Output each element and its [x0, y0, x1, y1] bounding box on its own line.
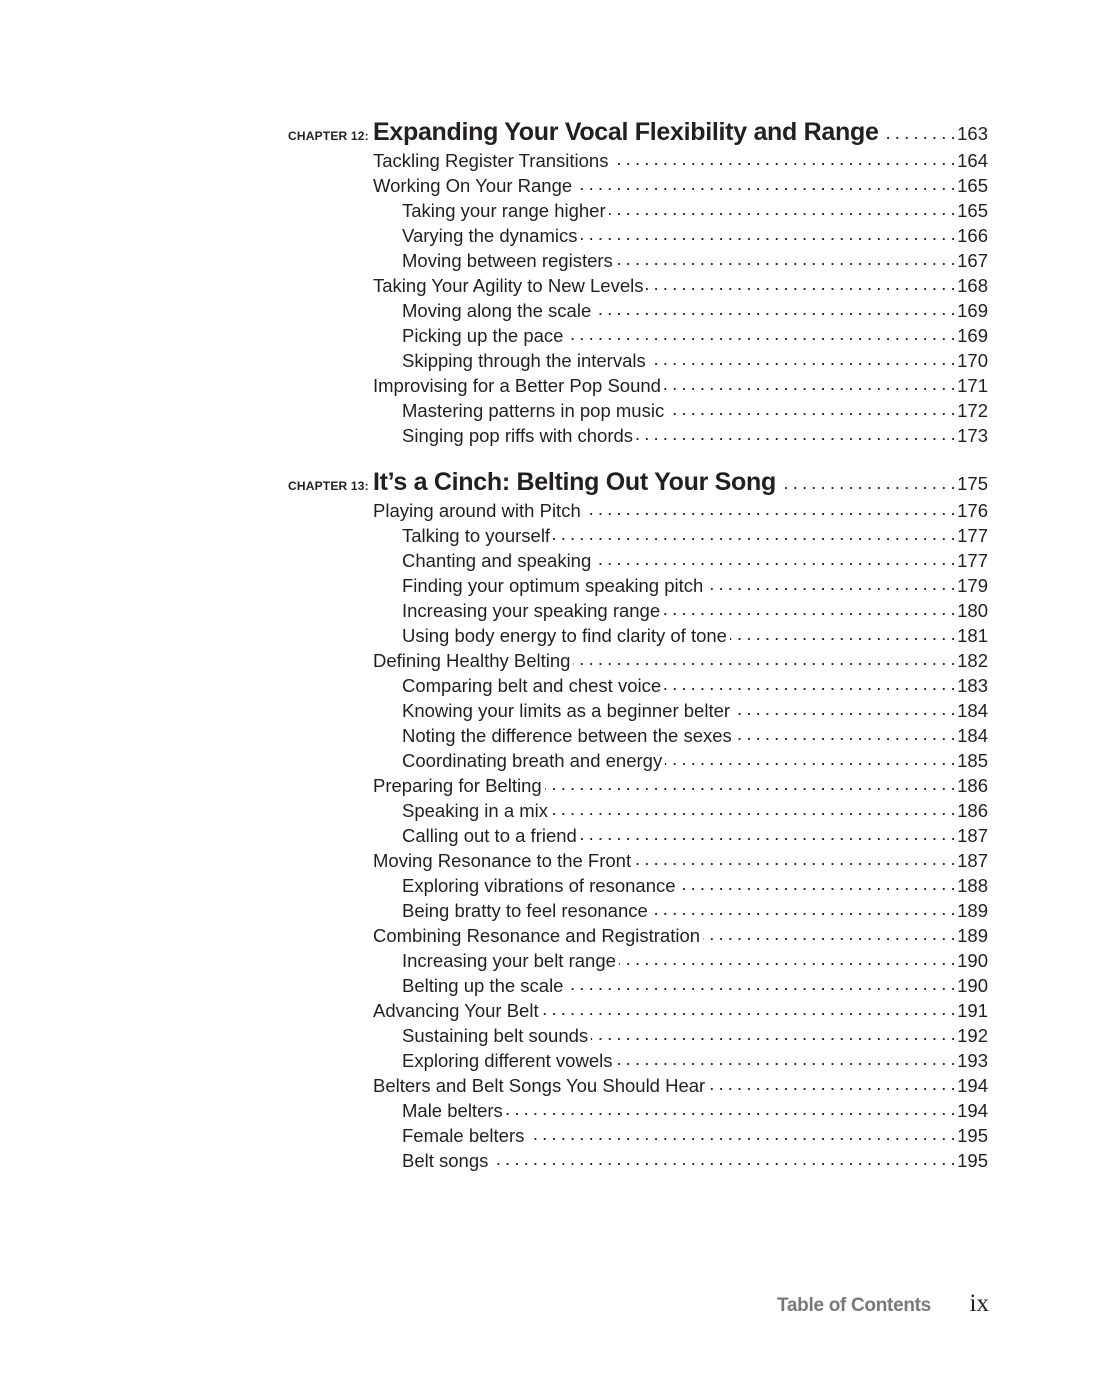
page-number: 194	[957, 1099, 988, 1121]
toc-subsection-entry	[288, 223, 988, 248]
entry-title: Advancing Your Belt	[373, 999, 539, 1021]
dot-leader	[506, 1098, 955, 1117]
entry-title: Varying the dynamics	[402, 224, 578, 246]
page-number: 165	[957, 174, 988, 196]
toc-subsection-entry	[288, 573, 988, 598]
page-number: 183	[957, 674, 988, 696]
entry-title: Picking up the pace	[402, 324, 564, 346]
dot-leader	[706, 573, 955, 592]
toc-subsection-entry	[288, 973, 988, 998]
toc-subsection-entry	[288, 723, 988, 748]
page-number: 188	[957, 874, 988, 896]
entry-title: Working On Your Range	[373, 174, 573, 196]
chapter-label: CHAPTER 13:	[288, 479, 369, 493]
page-number: 195	[957, 1124, 988, 1146]
dot-leader	[594, 298, 955, 317]
toc-subsection-entry	[288, 873, 988, 898]
toc-subsection-entry	[288, 1148, 988, 1173]
entry-title: Being bratty to feel resonance	[402, 899, 648, 921]
dot-leader	[730, 623, 955, 642]
entry-title: Exploring different vowels	[402, 1049, 613, 1071]
dot-leader	[649, 348, 955, 367]
entry-title: Belters and Belt Songs You Should Hear	[373, 1074, 706, 1096]
dot-leader	[581, 223, 956, 242]
entry-title: Moving between registers	[402, 249, 613, 271]
page-number: 169	[957, 299, 988, 321]
entry-title: Improvising for a Better Pop Sound	[373, 374, 661, 396]
toc-subsection-entry	[288, 1048, 988, 1073]
toc-section-entry	[288, 498, 988, 523]
entry-title: Preparing for Belting	[373, 774, 542, 796]
dot-leader	[573, 648, 955, 667]
toc-subsection-entry	[288, 1098, 988, 1123]
dot-leader	[566, 323, 955, 342]
page-number: 193	[957, 1049, 988, 1071]
entry-title: Belt songs	[402, 1149, 489, 1171]
toc-subsection-entry	[288, 598, 988, 623]
dot-leader	[542, 998, 956, 1017]
page-number: 164	[957, 149, 988, 171]
toc-subsection-entry	[288, 1023, 988, 1048]
entry-title: Sustaining belt sounds	[402, 1024, 589, 1046]
page-number: 167	[957, 249, 988, 271]
page-number: ix	[969, 1290, 989, 1317]
toc-section-entry	[288, 648, 988, 673]
entry-title: Combining Resonance and Registration	[373, 924, 701, 946]
dot-leader	[594, 548, 955, 567]
entry-title: Talking to yourself	[402, 524, 551, 546]
dot-leader	[779, 472, 955, 491]
toc-subsection-entry	[288, 423, 988, 448]
page-number: 192	[957, 1024, 988, 1046]
entry-title: Moving along the scale	[402, 299, 592, 321]
dot-leader	[735, 723, 955, 742]
toc-section-entry	[288, 848, 988, 873]
dot-leader	[551, 798, 955, 817]
dot-leader	[646, 273, 955, 292]
chapter-heading	[288, 468, 988, 500]
entry-title: Defining Healthy Belting	[373, 649, 571, 671]
page-number: 185	[957, 749, 988, 771]
chapter-12-section	[288, 118, 988, 448]
page-number: 179	[957, 574, 988, 596]
page-number: 189	[957, 899, 988, 921]
page-number: 187	[957, 849, 988, 871]
toc-subsection-entry	[288, 898, 988, 923]
entry-title: Increasing your belt range	[402, 949, 616, 971]
dot-leader	[651, 898, 955, 917]
entry-title: Belting up the scale	[402, 974, 564, 996]
toc-section-entry	[288, 773, 988, 798]
dot-leader	[708, 1073, 955, 1092]
dot-leader	[575, 173, 955, 192]
chapter-13-section	[288, 468, 988, 1173]
entry-title: Tackling Register Transitions	[373, 149, 609, 171]
entry-title: Female belters	[402, 1124, 525, 1146]
entry-title: Male belters	[402, 1099, 503, 1121]
entry-title: Increasing your speaking range	[402, 599, 661, 621]
dot-leader	[664, 673, 955, 692]
entry-title: Playing around with Pitch	[373, 499, 581, 521]
page-number: 176	[957, 499, 988, 521]
entry-title: Singing pop riffs with chords	[402, 424, 634, 446]
toc-subsection-entry	[288, 798, 988, 823]
toc-subsection-entry	[288, 298, 988, 323]
page-number: 166	[957, 224, 988, 246]
toc-section-entry	[288, 173, 988, 198]
page-number: 177	[957, 549, 988, 571]
running-footer-title: Table of Contents	[777, 1295, 931, 1316]
chapter-heading	[288, 118, 988, 150]
entry-title: Mastering patterns in pop music	[402, 399, 665, 421]
entry-title: Speaking in a mix	[402, 799, 549, 821]
dot-leader	[553, 523, 955, 542]
dot-leader	[616, 248, 955, 267]
page-number: 186	[957, 774, 988, 796]
page-number: 173	[957, 424, 988, 446]
entry-title: Knowing your limits as a beginner belter	[402, 699, 731, 721]
entry-title: Moving Resonance to the Front	[373, 849, 632, 871]
dot-leader	[615, 1048, 955, 1067]
chapter-title: Expanding Your Vocal Flexibility and Range	[373, 118, 879, 146]
toc-subsection-entry	[288, 198, 988, 223]
dot-leader	[636, 423, 955, 442]
page-number: 163	[957, 123, 988, 144]
dot-leader	[591, 1023, 955, 1042]
toc-subsection-entry	[288, 348, 988, 373]
dot-leader	[703, 923, 955, 942]
page-number: 172	[957, 399, 988, 421]
entry-title: Noting the difference between the sexes	[402, 724, 732, 746]
entry-title: Taking your range higher	[402, 199, 606, 221]
dot-leader	[566, 973, 955, 992]
toc-subsection-entry	[288, 948, 988, 973]
toc-subsection-entry	[288, 623, 988, 648]
page-number: 175	[957, 473, 988, 494]
toc-section-entry	[288, 998, 988, 1023]
chapter-title: It’s a Cinch: Belting Out Your Song	[373, 468, 776, 496]
dot-leader	[679, 873, 956, 892]
dot-leader	[664, 373, 955, 392]
page-number: 170	[957, 349, 988, 371]
page-number: 171	[957, 374, 988, 396]
page-number: 182	[957, 649, 988, 671]
dot-leader	[611, 148, 955, 167]
page-number: 184	[957, 724, 988, 746]
page-number: 191	[957, 999, 988, 1021]
page-number: 186	[957, 799, 988, 821]
page-number: 189	[957, 924, 988, 946]
dot-leader	[609, 198, 955, 217]
page-number: 180	[957, 599, 988, 621]
toc-section-entry	[288, 923, 988, 948]
toc-subsection-entry	[288, 523, 988, 548]
toc-subsection-entry	[288, 1123, 988, 1148]
entry-title: Finding your optimum speaking pitch	[402, 574, 704, 596]
page-number: 190	[957, 949, 988, 971]
toc-section-entry	[288, 273, 988, 298]
dot-leader	[733, 698, 955, 717]
toc-subsection-entry	[288, 698, 988, 723]
entry-title: Calling out to a friend	[402, 824, 577, 846]
dot-leader	[663, 598, 955, 617]
entry-title: Exploring vibrations of resonance	[402, 874, 676, 896]
dot-leader	[634, 848, 955, 867]
page-footer	[777, 1290, 989, 1318]
toc-subsection-entry	[288, 398, 988, 423]
dot-leader	[580, 823, 955, 842]
toc-subsection-entry	[288, 323, 988, 348]
page-number: 168	[957, 274, 988, 296]
page-number: 177	[957, 524, 988, 546]
dot-leader	[584, 498, 955, 517]
entry-title: Coordinating breath and energy	[402, 749, 663, 771]
entry-title: Chanting and speaking	[402, 549, 592, 571]
page-number: 195	[957, 1149, 988, 1171]
toc-section-entry	[288, 1073, 988, 1098]
page-number: 169	[957, 324, 988, 346]
page-number: 165	[957, 199, 988, 221]
dot-leader	[619, 948, 955, 967]
toc-subsection-entry	[288, 673, 988, 698]
toc-section-entry	[288, 373, 988, 398]
dot-leader	[491, 1148, 955, 1167]
entry-title: Skipping through the intervals	[402, 349, 646, 371]
entry-title: Taking Your Agility to New Levels	[373, 274, 644, 296]
page-number: 194	[957, 1074, 988, 1096]
page-number: 187	[957, 824, 988, 846]
toc-subsection-entry	[288, 548, 988, 573]
toc-section-entry	[288, 148, 988, 173]
page-number: 181	[957, 624, 988, 646]
entry-title: Comparing belt and chest voice	[402, 674, 662, 696]
chapter-label: CHAPTER 12:	[288, 129, 369, 143]
dot-leader	[545, 773, 955, 792]
dot-leader	[527, 1123, 955, 1142]
entry-title: Using body energy to find clarity of tone	[402, 624, 727, 646]
dot-leader	[882, 122, 956, 141]
page-number: 184	[957, 699, 988, 721]
page-number: 190	[957, 974, 988, 996]
dot-leader	[667, 398, 955, 417]
toc-subsection-entry	[288, 823, 988, 848]
toc-subsection-entry	[288, 748, 988, 773]
dot-leader	[665, 748, 955, 767]
toc-subsection-entry	[288, 248, 988, 273]
